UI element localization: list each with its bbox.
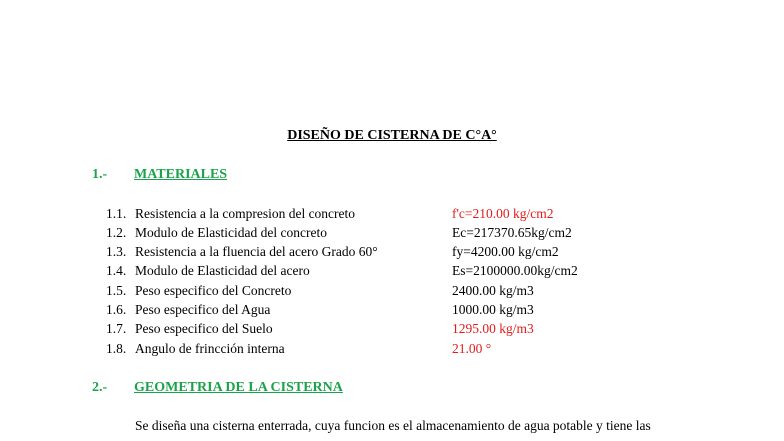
section-number: 2.- [92,380,108,395]
item-description: Resistencia a la fluencia del acero Grado 60° [135,244,378,259]
item-number: 1.2. [106,225,127,240]
item-description: Resistencia a la compresion del concreto [135,206,356,221]
item-value: 1295.00 kg/m3 [452,321,534,336]
item-value: Ec=217370.65kg/cm2 [452,225,572,240]
item-description: Peso especifico del Agua [135,302,271,317]
item-number: 1.4. [106,263,127,278]
item-value: 1000.00 kg/m3 [452,302,534,317]
body-paragraph: Se diseña una cisterna enterrada, cuya funcion es el almacenamiento de agua potable y tiene las [135,418,651,433]
material-row [0,321,784,340]
material-row [0,302,784,321]
material-row [0,341,784,360]
item-number: 1.3. [106,244,127,259]
item-value: fy=4200.00 kg/cm2 [452,244,559,259]
item-description: Peso especifico del Suelo [135,321,273,336]
material-row [0,263,784,282]
item-value: f'c=210.00 kg/cm2 [452,206,554,221]
item-number: 1.1. [106,206,127,221]
item-value: 21.00 ° [452,341,492,356]
material-row [0,225,784,244]
item-description: Peso especifico del Concreto [135,283,292,298]
item-number: 1.6. [106,302,127,317]
material-row [0,283,784,302]
item-value: Es=2100000.00kg/cm2 [452,263,578,278]
document-title [0,128,784,144]
item-value: 2400.00 kg/m3 [452,283,534,298]
item-number: 1.7. [106,321,127,336]
material-row [0,206,784,225]
section-label: MATERIALES [134,167,228,182]
item-number: 1.5. [106,283,127,298]
material-row [0,244,784,263]
section-label: GEOMETRIA DE LA CISTERNA [134,380,343,395]
item-description: Modulo de Elasticidad del acero [135,263,310,278]
item-number: 1.8. [106,341,127,356]
section-number: 1.- [92,167,108,182]
title-text: DISEÑO DE CISTERNA DE C°A° [287,128,497,143]
item-description: Angulo de frincción interna [135,341,285,356]
item-description: Modulo de Elasticidad del concreto [135,225,327,240]
